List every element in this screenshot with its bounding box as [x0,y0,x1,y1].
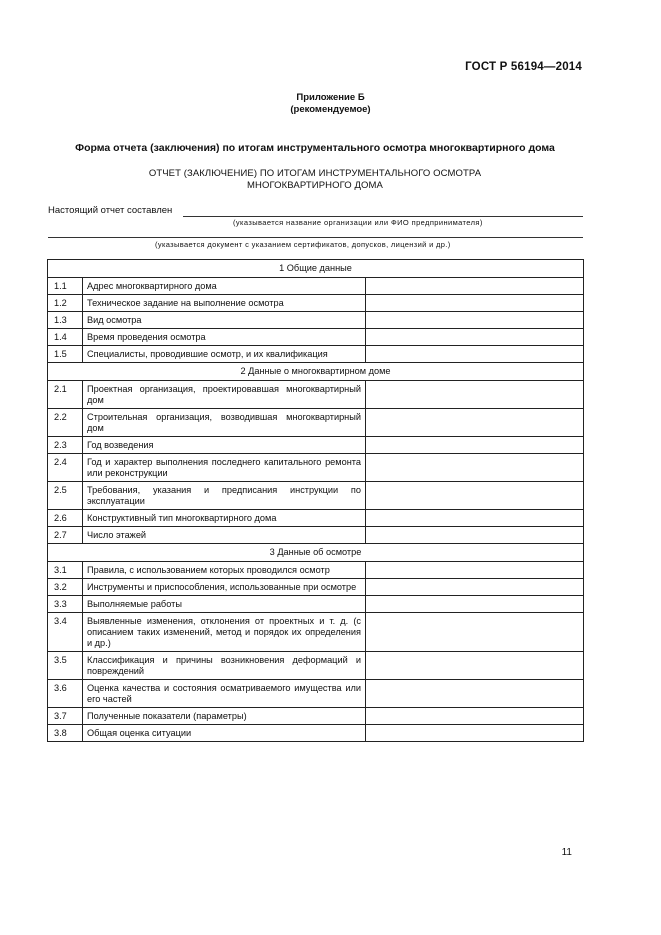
row-value-cell[interactable] [366,409,584,437]
table-row [48,295,584,312]
row-value-cell[interactable] [366,579,584,596]
composed-by-field [48,205,583,218]
page-number: 11 [561,847,572,858]
row-description: Правила, с использованием которых проводился осмотр [83,562,366,579]
row-value-cell[interactable] [366,562,584,579]
row-value-cell[interactable] [366,312,584,329]
table-row [48,437,584,454]
row-number: 3.7 [48,708,83,725]
table-row [48,482,584,510]
section-title: 2 Данные о многоквартирном доме [48,363,584,381]
row-description: Год и характер выполнения последнего капитального ремонта или реконструкции [83,454,366,482]
row-value-cell[interactable] [366,527,584,544]
row-description: Полученные показатели (параметры) [83,708,366,725]
section-title: 3 Данные об осмотре [48,544,584,562]
row-number: 2.2 [48,409,83,437]
appendix-title: Приложение Б [296,92,365,103]
table-row [48,579,584,596]
row-number: 1.1 [48,278,83,295]
row-description: Выполняемые работы [83,596,366,613]
row-description: Строительная организация, возводившая многоквартирный дом [83,409,366,437]
row-value-cell[interactable] [366,708,584,725]
section-header-row [48,544,584,562]
row-description: Общая оценка ситуации [83,725,366,742]
row-description: Специалисты, проводившие осмотр, и их квалификация [83,346,366,363]
row-number: 1.2 [48,295,83,312]
composed-by-label: Настоящий отчет составлен [48,205,173,216]
appendix-heading [0,92,661,116]
table-row [48,510,584,527]
table-row [48,596,584,613]
row-value-cell[interactable] [366,482,584,510]
row-number: 1.5 [48,346,83,363]
row-description: Техническое задание на выполнение осмотра [83,295,366,312]
row-value-cell[interactable] [366,295,584,312]
row-description: Число этажей [83,527,366,544]
row-description: Классификация и причины возникновения деформаций и повреждений [83,652,366,680]
table-row [48,312,584,329]
document-hint: (указывается документ с указанием сертификатов, допусков, лицензий и др.) [155,240,451,249]
row-number: 3.3 [48,596,83,613]
row-number: 2.6 [48,510,83,527]
report-title-line1: ОТЧЕТ (ЗАКЛЮЧЕНИЕ) ПО ИТОГАМ ИНСТРУМЕНТАЛЬНОГО ОСМОТРА [148,168,482,179]
report-title [0,168,630,192]
section-header-row [48,260,584,278]
row-description: Вид осмотра [83,312,366,329]
row-number: 3.2 [48,579,83,596]
row-value-cell[interactable] [366,454,584,482]
row-description: Время проведения осмотра [83,329,366,346]
row-value-cell[interactable] [366,437,584,454]
row-value-cell[interactable] [366,652,584,680]
row-value-cell[interactable] [366,278,584,295]
row-description: Выявленные изменения, отклонения от проектных и т. д. (с описанием таких изменений, метод и порядок их определения и др.) [83,613,366,652]
table-row [48,652,584,680]
row-value-cell[interactable] [366,725,584,742]
table-row [48,613,584,652]
section-header-row [48,363,584,381]
row-number: 2.1 [48,381,83,409]
row-number: 3.1 [48,562,83,579]
table-row [48,409,584,437]
row-value-cell[interactable] [366,381,584,409]
row-number: 3.4 [48,613,83,652]
table-row [48,562,584,579]
document-blank-line[interactable] [48,237,583,238]
row-description: Проектная организация, проектировавшая многоквартирный дом [83,381,366,409]
row-description: Конструктивный тип многоквартирного дома [83,510,366,527]
row-number: 1.3 [48,312,83,329]
table-row [48,381,584,409]
report-table [47,259,584,742]
report-title-line2: МНОГОКВАРТИРНОГО ДОМА [247,180,383,191]
table-row [48,680,584,708]
appendix-note: (рекомендуемое) [290,104,371,115]
table-row [48,725,584,742]
table-row [48,527,584,544]
row-value-cell[interactable] [366,329,584,346]
table-row [48,346,584,363]
row-number: 2.3 [48,437,83,454]
organization-hint: (указывается название организации или ФИО предпринимателя) [233,218,483,227]
row-description: Оценка качества и состояния осматриваемого имущества или его частей [83,680,366,708]
row-number: 2.5 [48,482,83,510]
row-value-cell[interactable] [366,510,584,527]
row-number: 3.6 [48,680,83,708]
table-row [48,329,584,346]
row-number: 3.5 [48,652,83,680]
row-description: Адрес многоквартирного дома [83,278,366,295]
row-value-cell[interactable] [366,680,584,708]
row-number: 1.4 [48,329,83,346]
composed-by-blank-line[interactable] [183,216,583,217]
standard-number: ГОСТ Р 56194—2014 [465,61,582,73]
row-description: Год возведения [83,437,366,454]
row-number: 2.4 [48,454,83,482]
table-row [48,278,584,295]
section-title: 1 Общие данные [48,260,584,278]
table-row [48,708,584,725]
table-row [48,454,584,482]
row-description: Инструменты и приспособления, использованные при осмотре [83,579,366,596]
row-value-cell[interactable] [366,346,584,363]
row-description: Требования, указания и предписания инструкции по эксплуатации [83,482,366,510]
form-title: Форма отчета (заключения) по итогам инструментального осмотра многоквартирного дома [75,142,555,154]
row-value-cell[interactable] [366,596,584,613]
row-number: 2.7 [48,527,83,544]
row-number: 3.8 [48,725,83,742]
row-value-cell[interactable] [366,613,584,652]
